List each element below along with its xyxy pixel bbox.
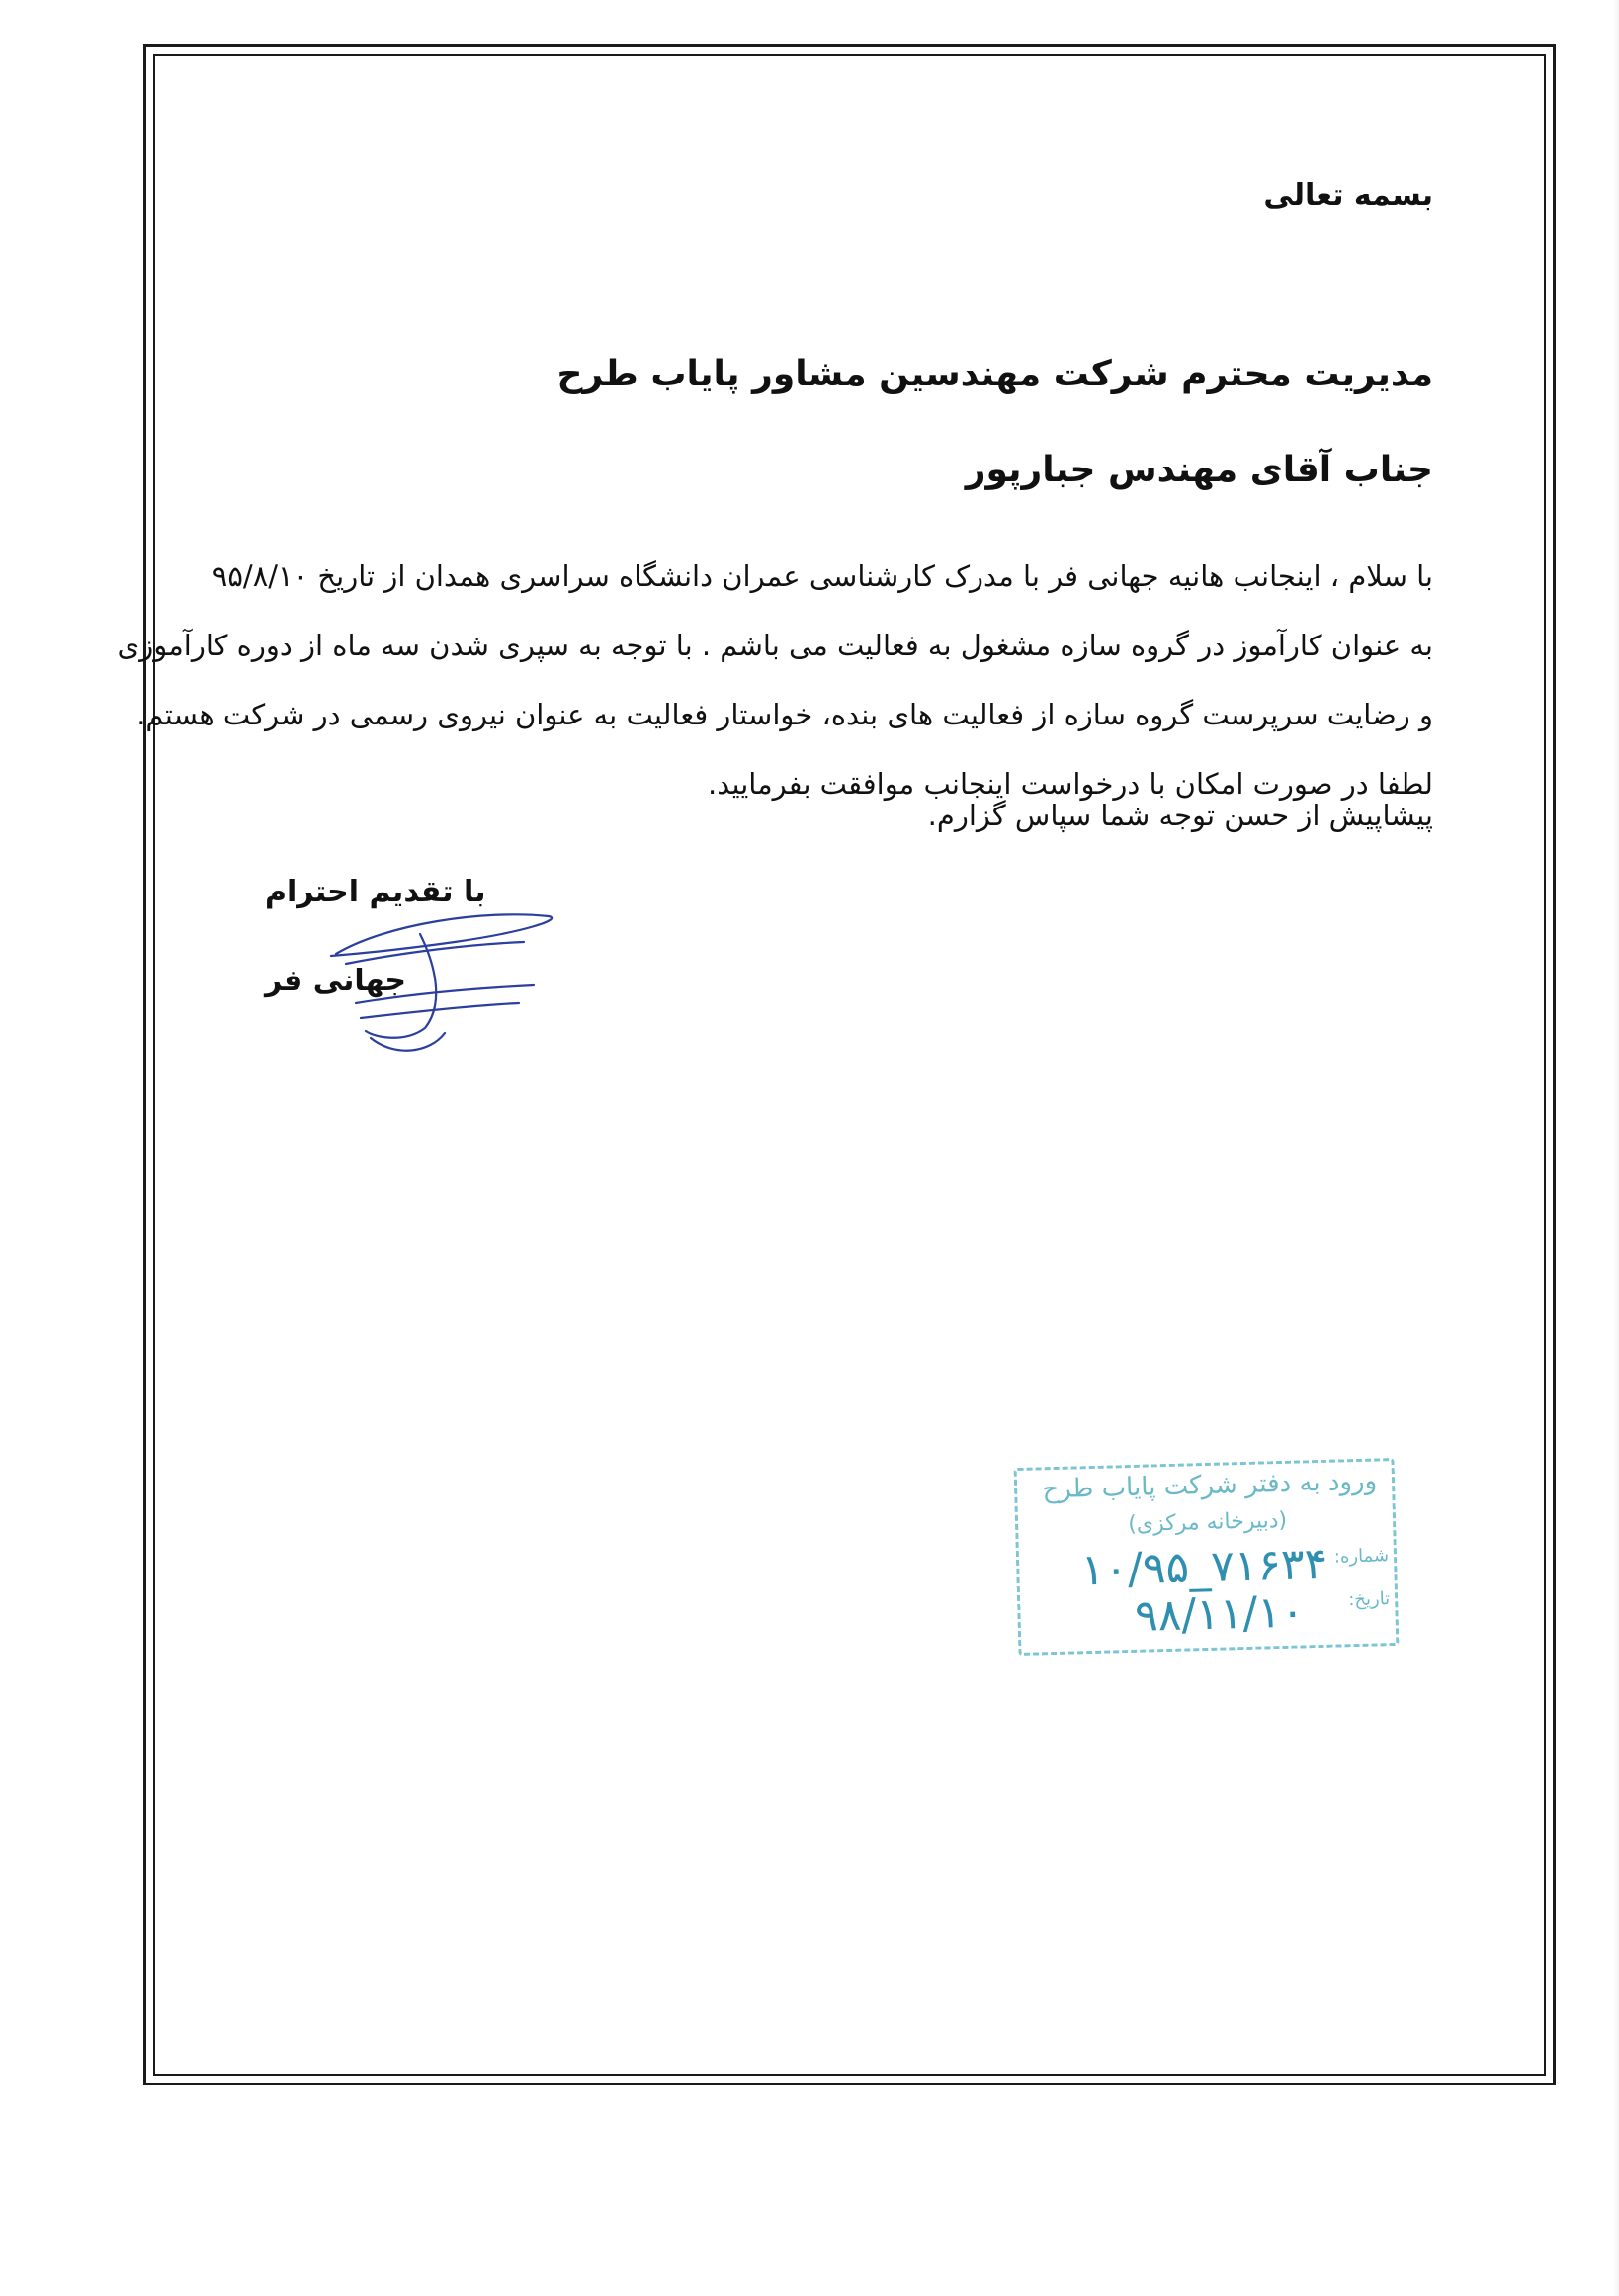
signer-name: جهانی فر [265, 964, 407, 998]
letter-body [117, 542, 1433, 818]
scan-edge [1613, 0, 1619, 2296]
letter-closing: با تقدیم احترام [265, 875, 486, 909]
body-line: و رضایت سرپرست گروه سازه از فعالیت های بنده، خواستار فعالیت به عنوان نیروی رسمی در شرکت هستم. [136, 698, 1433, 731]
stamp-date-label: تاریخ: [1348, 1588, 1391, 1611]
signature-image [326, 894, 563, 1063]
registration-stamp [1014, 1458, 1400, 1656]
body-line: با سلام ، اینجانب هانیه جهانی فر با مدرک کارشناسی عمران دانشگاه سراسری همدان از تاریخ ۹۵/۸/۱۰ [212, 559, 1433, 593]
stamp-subtitle: (دبیرخانه مرکزی) [1127, 1507, 1288, 1538]
body-line: لطفا در صورت امکان با درخواست اینجانب موافقت بفرمایید. [708, 767, 1433, 801]
stamp-number-value: ۱۰/۹۵_۷۱۶۳۴ [1080, 1538, 1328, 1596]
body-line: به عنوان کارآموز در گروه سازه مشغول به فعالیت می باشم . با توجه به سپری شدن سه ماه از دوره کارآموزی [117, 629, 1433, 662]
letter-invocation: بسمه تعالی [1263, 178, 1433, 213]
stamp-title: ورود به دفتر شرکت پایاب طرح [1042, 1466, 1378, 1505]
letter-addressee: مدیریت محترم شرکت مهندسین مشاور پایاب طرح [556, 354, 1433, 394]
letter-attention: جناب آقای مهندس جبارپور [965, 450, 1433, 490]
stamp-number-label: شماره: [1333, 1545, 1390, 1568]
letter-thanks: پیشاپیش از حسن توجه شما سپاس گزارم. [927, 799, 1433, 832]
stamp-date-value: ۹۸/۱۱/۱۰ [1134, 1586, 1306, 1642]
